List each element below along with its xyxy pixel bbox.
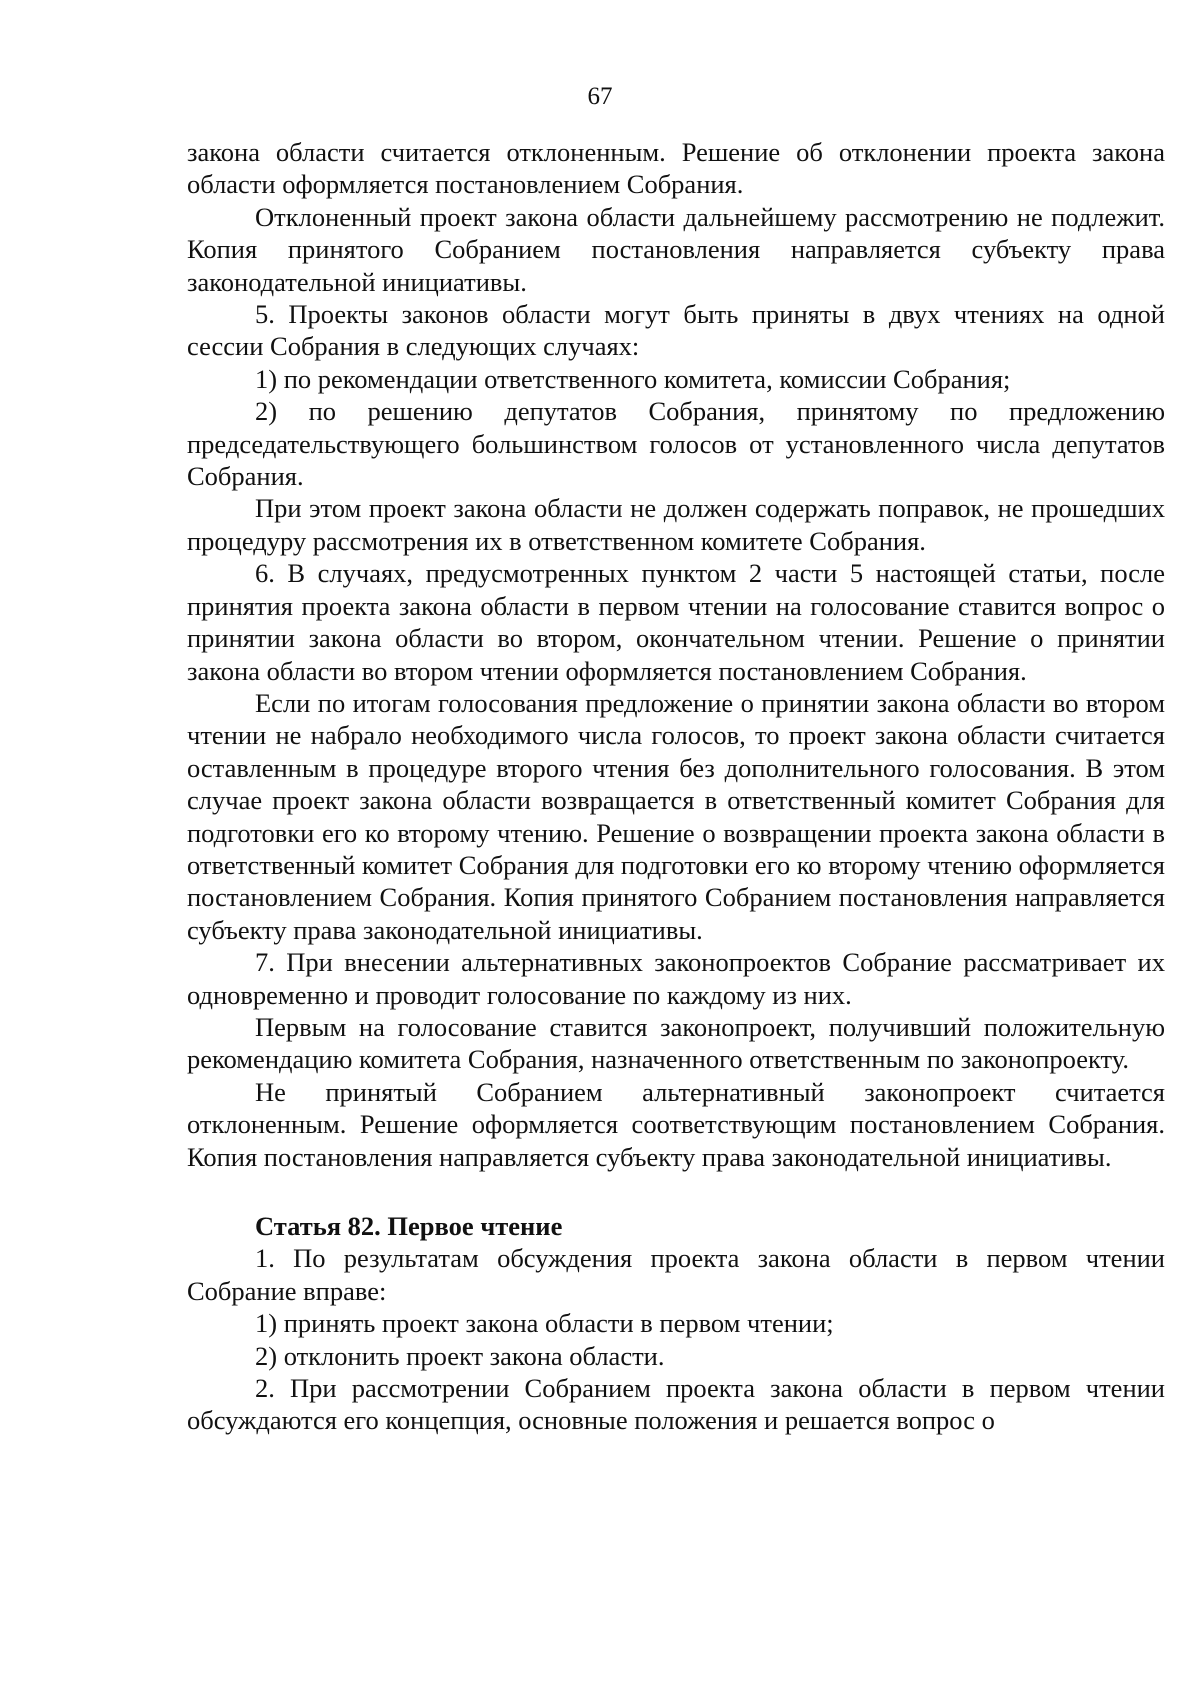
paragraph: Если по итогам голосования предложение о принятии закона области во втором чтении не набрало необходимого числа голосов, то проект закона области считается оставленным в процедуре второго чтения без дополнительного голосования. В этом случае проект закона области возвращается в ответственный комитет Собрания для подготовки его ко второму чтению. Решение о возвращении проекта закона области в ответственный комитет Собрания для подготовки его ко второму чтению оформляется постановлением Собрания. Копия принятого Собранием постановления направляется субъекту права законодательной инициативы. bbox=[187, 687, 1165, 945]
paragraph: 1) по рекомендации ответственного комитета, комиссии Собрания; bbox=[255, 363, 1011, 394]
paragraph: закона области считается отклоненным. Решение об отклонении проекта закона области оформляется постановлением Собрания. bbox=[187, 137, 1165, 200]
document-body bbox=[187, 136, 1165, 1437]
paragraph: 1. По результатам обсуждения проекта закона области в первом чтении Собрание вправе: bbox=[187, 1243, 1165, 1306]
paragraph: Первым на голосование ставится законопроект, получивший положительную рекомендацию комитета Собрания, назначенного ответственным по законопроекту. bbox=[187, 1011, 1165, 1075]
paragraph: 6. В случаях, предусмотренных пунктом 2 части 5 настоящей статьи, после принятия проекта закона области в первом чтении на голосование ставится вопрос о принятии закона области во втором, окончательном чтении. Решение о принятии закона области во втором чтении оформляется постановлением Собрания. bbox=[187, 558, 1165, 686]
paragraph: 5. Проекты законов области могут быть приняты в двух чтениях на одной сессии Собрания в следующих случаях: bbox=[187, 299, 1165, 362]
page-number: 67 bbox=[587, 83, 613, 110]
paragraph: Отклоненный проект закона области дальнейшему рассмотрению не подлежит. Копия принятого Собранием постановления направляется субъекту права законодательной инициативы. bbox=[187, 201, 1165, 297]
article-heading: Статья 82. Первое чтение bbox=[255, 1211, 563, 1241]
paragraph: 2. При рассмотрении Собранием проекта закона области в первом чтении обсуждаются его концепция, основные положения и решается вопрос о bbox=[187, 1373, 1165, 1436]
paragraph: Не принятый Собранием альтернативный законопроект считается отклоненным. Решение оформляется соответствующим постановлением Собрания. Копия постановления направляется субъекту права законодательной инициативы. bbox=[187, 1076, 1165, 1172]
paragraph: 7. При внесении альтернативных законопроектов Собрание рассматривает их одновременно и проводит голосование по каждому из них. bbox=[187, 947, 1165, 1010]
paragraph: 2) отклонить проект закона области. bbox=[255, 1340, 665, 1371]
paragraph: 2) по решению депутатов Собрания, принятому по предложению председательствующего большинством голосов от установленного числа депутатов Собрания. bbox=[187, 396, 1165, 492]
paragraph: 1) принять проект закона области в первом чтении; bbox=[255, 1308, 834, 1339]
paragraph: При этом проект закона области не должен содержать поправок, не прошедших процедуру рассмотрения их в ответственном комитете Собрания. bbox=[187, 493, 1165, 556]
